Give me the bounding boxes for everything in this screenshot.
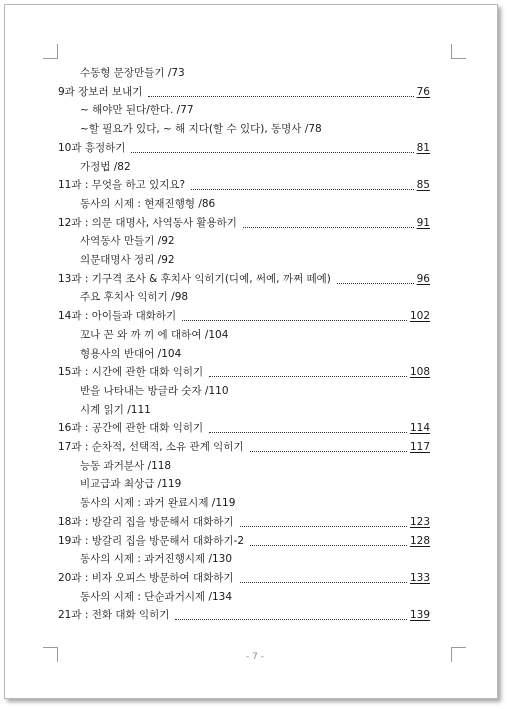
toc-entry-title: 9과 장보러 보내기: [58, 85, 143, 98]
toc-entry-title: 21과 : 전화 대화 익히기: [58, 609, 170, 622]
toc-page-number: 133: [409, 571, 430, 584]
toc-entry-title: 10과 흥정하기: [58, 141, 126, 154]
dot-leader: [240, 582, 407, 583]
toc-subentry: [80, 588, 232, 606]
toc-entry-title: 17과 : 순차적, 선택적, 소유 관계 익히기: [58, 441, 244, 453]
toc-subentry: [80, 382, 229, 400]
toc-page-number: 76: [416, 85, 430, 98]
toc-subentry: [80, 494, 235, 512]
toc-page-number: 91: [416, 216, 430, 229]
toc-entry-title: 시계 읽기 /111: [80, 403, 151, 416]
dot-leader: [250, 545, 407, 546]
dot-leader: [243, 227, 414, 228]
toc-chapter-entry: [58, 438, 430, 456]
toc-page-number: 114: [409, 422, 430, 435]
toc-entry-title: 동사의 시제 : 과거진행시제 /130: [80, 553, 233, 566]
toc-subentry: [80, 101, 194, 119]
toc-subentry: [80, 288, 188, 306]
toc-entry-title: 11과 : 무엇을 하고 있지요?: [58, 179, 186, 192]
toc-entry-title: ~할 필요가 있다, ~ 해 지다(할 수 있다), 동명사 /78: [80, 123, 322, 136]
toc-entry-title: 꼬나 꼰 와 까 끼 에 대하여 /104: [80, 328, 229, 341]
toc-chapter-entry: [58, 270, 430, 288]
dot-leader: [337, 283, 414, 284]
toc-page-number: 128: [409, 534, 430, 547]
toc-entry-title: 가정법 /82: [80, 160, 131, 173]
toc-subentry: [80, 550, 232, 568]
toc-entry-title: 동사의 시제 : 현재진행형 /86: [80, 197, 216, 210]
toc-chapter-entry: [58, 513, 430, 531]
toc-page-number: 117: [409, 441, 430, 453]
toc-chapter-entry: [58, 307, 430, 325]
dot-leader: [191, 189, 414, 190]
toc-entry-title: 19과 : 방갈리 집을 방문해서 대화하기-2: [58, 534, 245, 547]
toc-entry-title: 수동형 문장만들기 /73: [80, 67, 185, 79]
dot-leader: [250, 451, 407, 452]
toc-subentry: [80, 345, 181, 363]
toc-entry-title: ~ 해야만 된다/한다. /77: [80, 104, 194, 117]
toc-page-number: 102: [409, 310, 430, 323]
toc-subentry: [80, 195, 215, 213]
toc-chapter-entry: [58, 83, 430, 101]
toc-subentry: [80, 457, 171, 475]
toc-page-number: 139: [409, 609, 430, 622]
toc-page-number: 96: [416, 272, 430, 285]
toc-page-number: 123: [409, 515, 430, 528]
toc-entry-title: 동사의 시제 : 과거 완료시제 /119: [80, 497, 236, 510]
toc-entry-title: 주요 후치사 익히기 /98: [80, 291, 189, 304]
toc-entry-title: 13과 : 기구격 조사 & 후치사 익히기(디예, 써예, 까쩌 떼예): [58, 272, 331, 285]
toc-page-number: 81: [416, 141, 430, 154]
toc-entry-title: 15과 : 시간에 관한 대화 익히기: [58, 366, 204, 379]
toc-entry-title: 사역동사 만들기 /92: [80, 235, 175, 248]
toc-page-number: 108: [409, 366, 430, 379]
toc-page-number: 85: [416, 179, 430, 192]
toc-subentry: [80, 120, 322, 138]
toc-subentry: [80, 232, 175, 250]
toc-entry-title: 12과 : 의문 대명사, 사역동사 활용하기: [58, 216, 237, 229]
toc-entry-title: 의문대명사 정리 /92: [80, 254, 175, 266]
toc-entry-title: 14과 : 아이들과 대화하기: [58, 310, 177, 323]
toc-chapter-entry: [58, 419, 430, 437]
page-number: - 7 -: [246, 652, 264, 662]
dot-leader: [209, 432, 407, 433]
dot-leader: [240, 526, 407, 527]
toc-chapter-entry: [58, 606, 430, 624]
toc-chapter-entry: [58, 363, 430, 381]
toc-chapter-entry: [58, 139, 430, 157]
toc-entry-title: 반을 나타내는 방글라 숫자 /110: [80, 384, 229, 397]
toc-entry-title: 16과 : 공간에 관한 대화 익히기: [58, 422, 204, 435]
toc-subentry: [80, 475, 181, 493]
toc-entry-title: 능동 과거분사 /118: [80, 459, 172, 472]
toc-subentry: [80, 401, 151, 419]
dot-leader: [209, 376, 407, 377]
toc-subentry: [80, 158, 131, 176]
toc-entry-title: 20과 : 비자 오피스 방문하여 대화하기: [58, 571, 234, 584]
toc-entry-title: 비교급과 최상급 /119: [80, 478, 182, 491]
toc-subentry: [80, 251, 175, 269]
dot-leader: [131, 152, 413, 153]
toc-subentry: [80, 64, 185, 82]
dot-leader: [148, 96, 413, 97]
toc-chapter-entry: [58, 569, 430, 587]
toc-chapter-entry: [58, 176, 430, 194]
toc-entry-title: 동사의 시제 : 단순과거시제 /134: [80, 590, 233, 603]
toc-chapter-entry: [58, 214, 430, 232]
dot-leader: [175, 619, 407, 620]
toc-chapter-entry: [58, 532, 430, 550]
toc-entry-title: 18과 : 방갈리 집을 방문해서 대화하기: [58, 515, 234, 528]
toc-subentry: [80, 326, 228, 344]
toc-entry-title: 형용사의 반대어 /104: [80, 347, 182, 360]
dot-leader: [182, 320, 407, 321]
